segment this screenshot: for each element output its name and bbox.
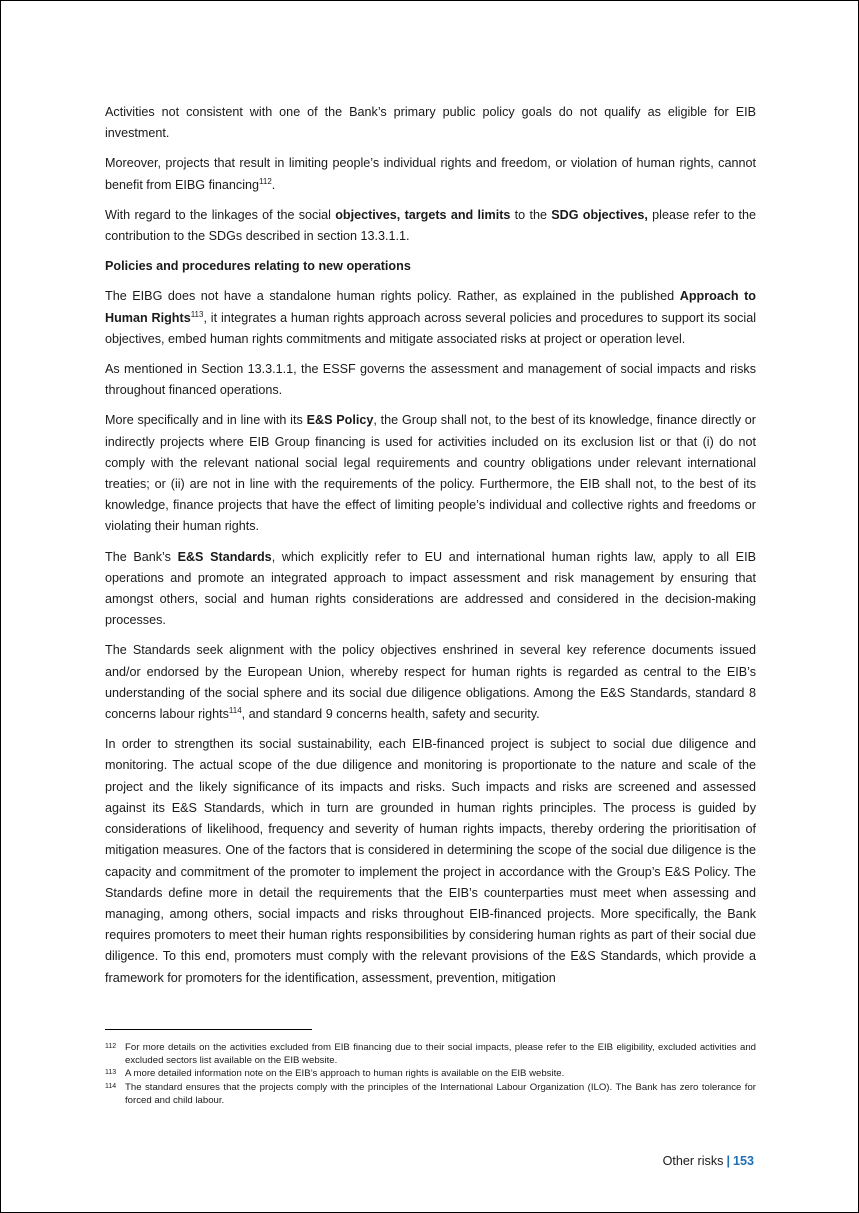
footnote-ref-112[interactable]: 112 [259,176,272,186]
footnote-112 [105,1041,756,1067]
section-heading: Policies and procedures relating to new operations [105,259,411,274]
page-number: 153 [732,1154,754,1168]
paragraph-es-standards: The Bank’s E&S Standards, which explicitly refer to EU and international human rights law, apply to all EIB operations and promote an integrated approach to impact assessment and risk management by ensuring that amongst others, social and human rights considerations are addressed and considered in the decision-making processes. [105,549,756,628]
footnote-text: The standard ensures that the projects comply with the principles of the International Labour Organization (ILO). The Bank has zero tolerance for forced and child labour. [125,1081,756,1106]
footnote-number: 114 [105,1082,117,1090]
footnotes [105,1041,756,1107]
footer-separator: | [726,1154,730,1168]
footnote-113 [105,1067,756,1080]
page-footer [663,1152,754,1170]
footnote-ref-114[interactable]: 114 [228,706,242,716]
footnote-divider [105,1029,312,1030]
footnote-number: 113 [105,1069,117,1077]
paragraph-standards-alignment: The Standards seek alignment with the policy objectives enshrined in several key reference documents issued and/or endorsed by the European Union, whereby respect for human rights is regarded as central to the EIB’s understanding of the social sphere and its social due diligence obligations. Among the E&S Standards, standard 8 concerns labour rights$^{114}$, and standard 9 concerns health, safety and security. [105,643,756,722]
footnote-114 [105,1081,756,1107]
paragraph-approach-human-rights: The EIBG does not have a standalone human rights policy. Rather, as explained in the published Approach to Human Rights$^{113}$, it integrates a human rights approach across several policies and procedures to support its social objectives, embed human rights commitments and mitigate associated risks at project or operation level. [105,289,756,346]
paragraph-es-policy: More specifically and in line with its E&S Policy, the Group shall not, to the best of its knowledge, finance directly or indirectly projects where EIB Group financing is used for activities included on its exclusion list or that (i) do not comply with the relevant national social legal requirements and country obligations under relevant international treaties; or (ii) are not in line with the requirements of the policy. Furthermore, the EIB shall not, to the best of its knowledge, finance projects that have the effect of limiting people’s individual and collective rights and freedoms or violating their human rights. [105,413,756,534]
paragraph-sdg-linkages: With regard to the linkages of the social objectives, targets and limits to the SDG objectives, please refer to the contribution to the SDGs described in section 13.3.1.1. [105,207,757,244]
footnote-text: For more details on the activities excluded from EIB financing due to their social impacts, please refer to the EIB eligibility, excluded activities and excluded sectors list available on the EIB website. [125,1042,756,1067]
footnote-text: A more detailed information note on the EIB’s approach to human rights is available on the EIB website. [125,1068,565,1080]
body-text [105,102,756,998]
paragraph-eligibility: Activities not consistent with one of the Bank’s primary public policy goals do not qualify as eligible for EIB investment. [105,105,756,141]
paragraph-essf: As mentioned in Section 13.3.1.1, the ESSF governs the assessment and management of social impacts and risks throughout financed operations. [105,362,756,398]
footer-section-title: Other risks [662,1154,724,1168]
footnote-number: 112 [105,1043,117,1050]
paragraph-due-diligence: In order to strengthen its social sustainability, each EIB-financed project is subject to social due diligence and monitoring. The actual scope of the due diligence and monitoring is proportionate to the nature and scale of the project and the likely significance of its impacts and risks. Such impacts and risks are screened and assessed against its E&S Standards, which in turn are grounded in human rights principles. The process is guided by considerations of likelihood, frequency and severity of human rights impacts, thereby ordering the prioritisation of mitigation measures. One of the factors that is considered in determining the scope of the social due diligence is the capacity and commitment of the promoter to implement the project in accordance with the Group’s E&S Policy. The Standards define more in detail the requirements that the EIB’s counterparties must meet when assessing and managing, among others, social impacts and risks throughout EIB-financed projects. More specifically, the Bank requires promoters to meet their human rights responsibilities by considering human rights as part of their social due diligence. To this end, promoters must comply with the relevant provisions of the E&S Standards, which provide a framework for promoters for the identification, assessment, prevention, mitigation [105,737,756,985]
footnote-ref-113[interactable]: 113 [190,309,204,319]
paragraph-human-rights-financing: Moreover, projects that result in limiting people’s individual rights and freedom, or violation of human rights, cannot benefit from EIBG financing$^{112}$. [105,156,756,192]
